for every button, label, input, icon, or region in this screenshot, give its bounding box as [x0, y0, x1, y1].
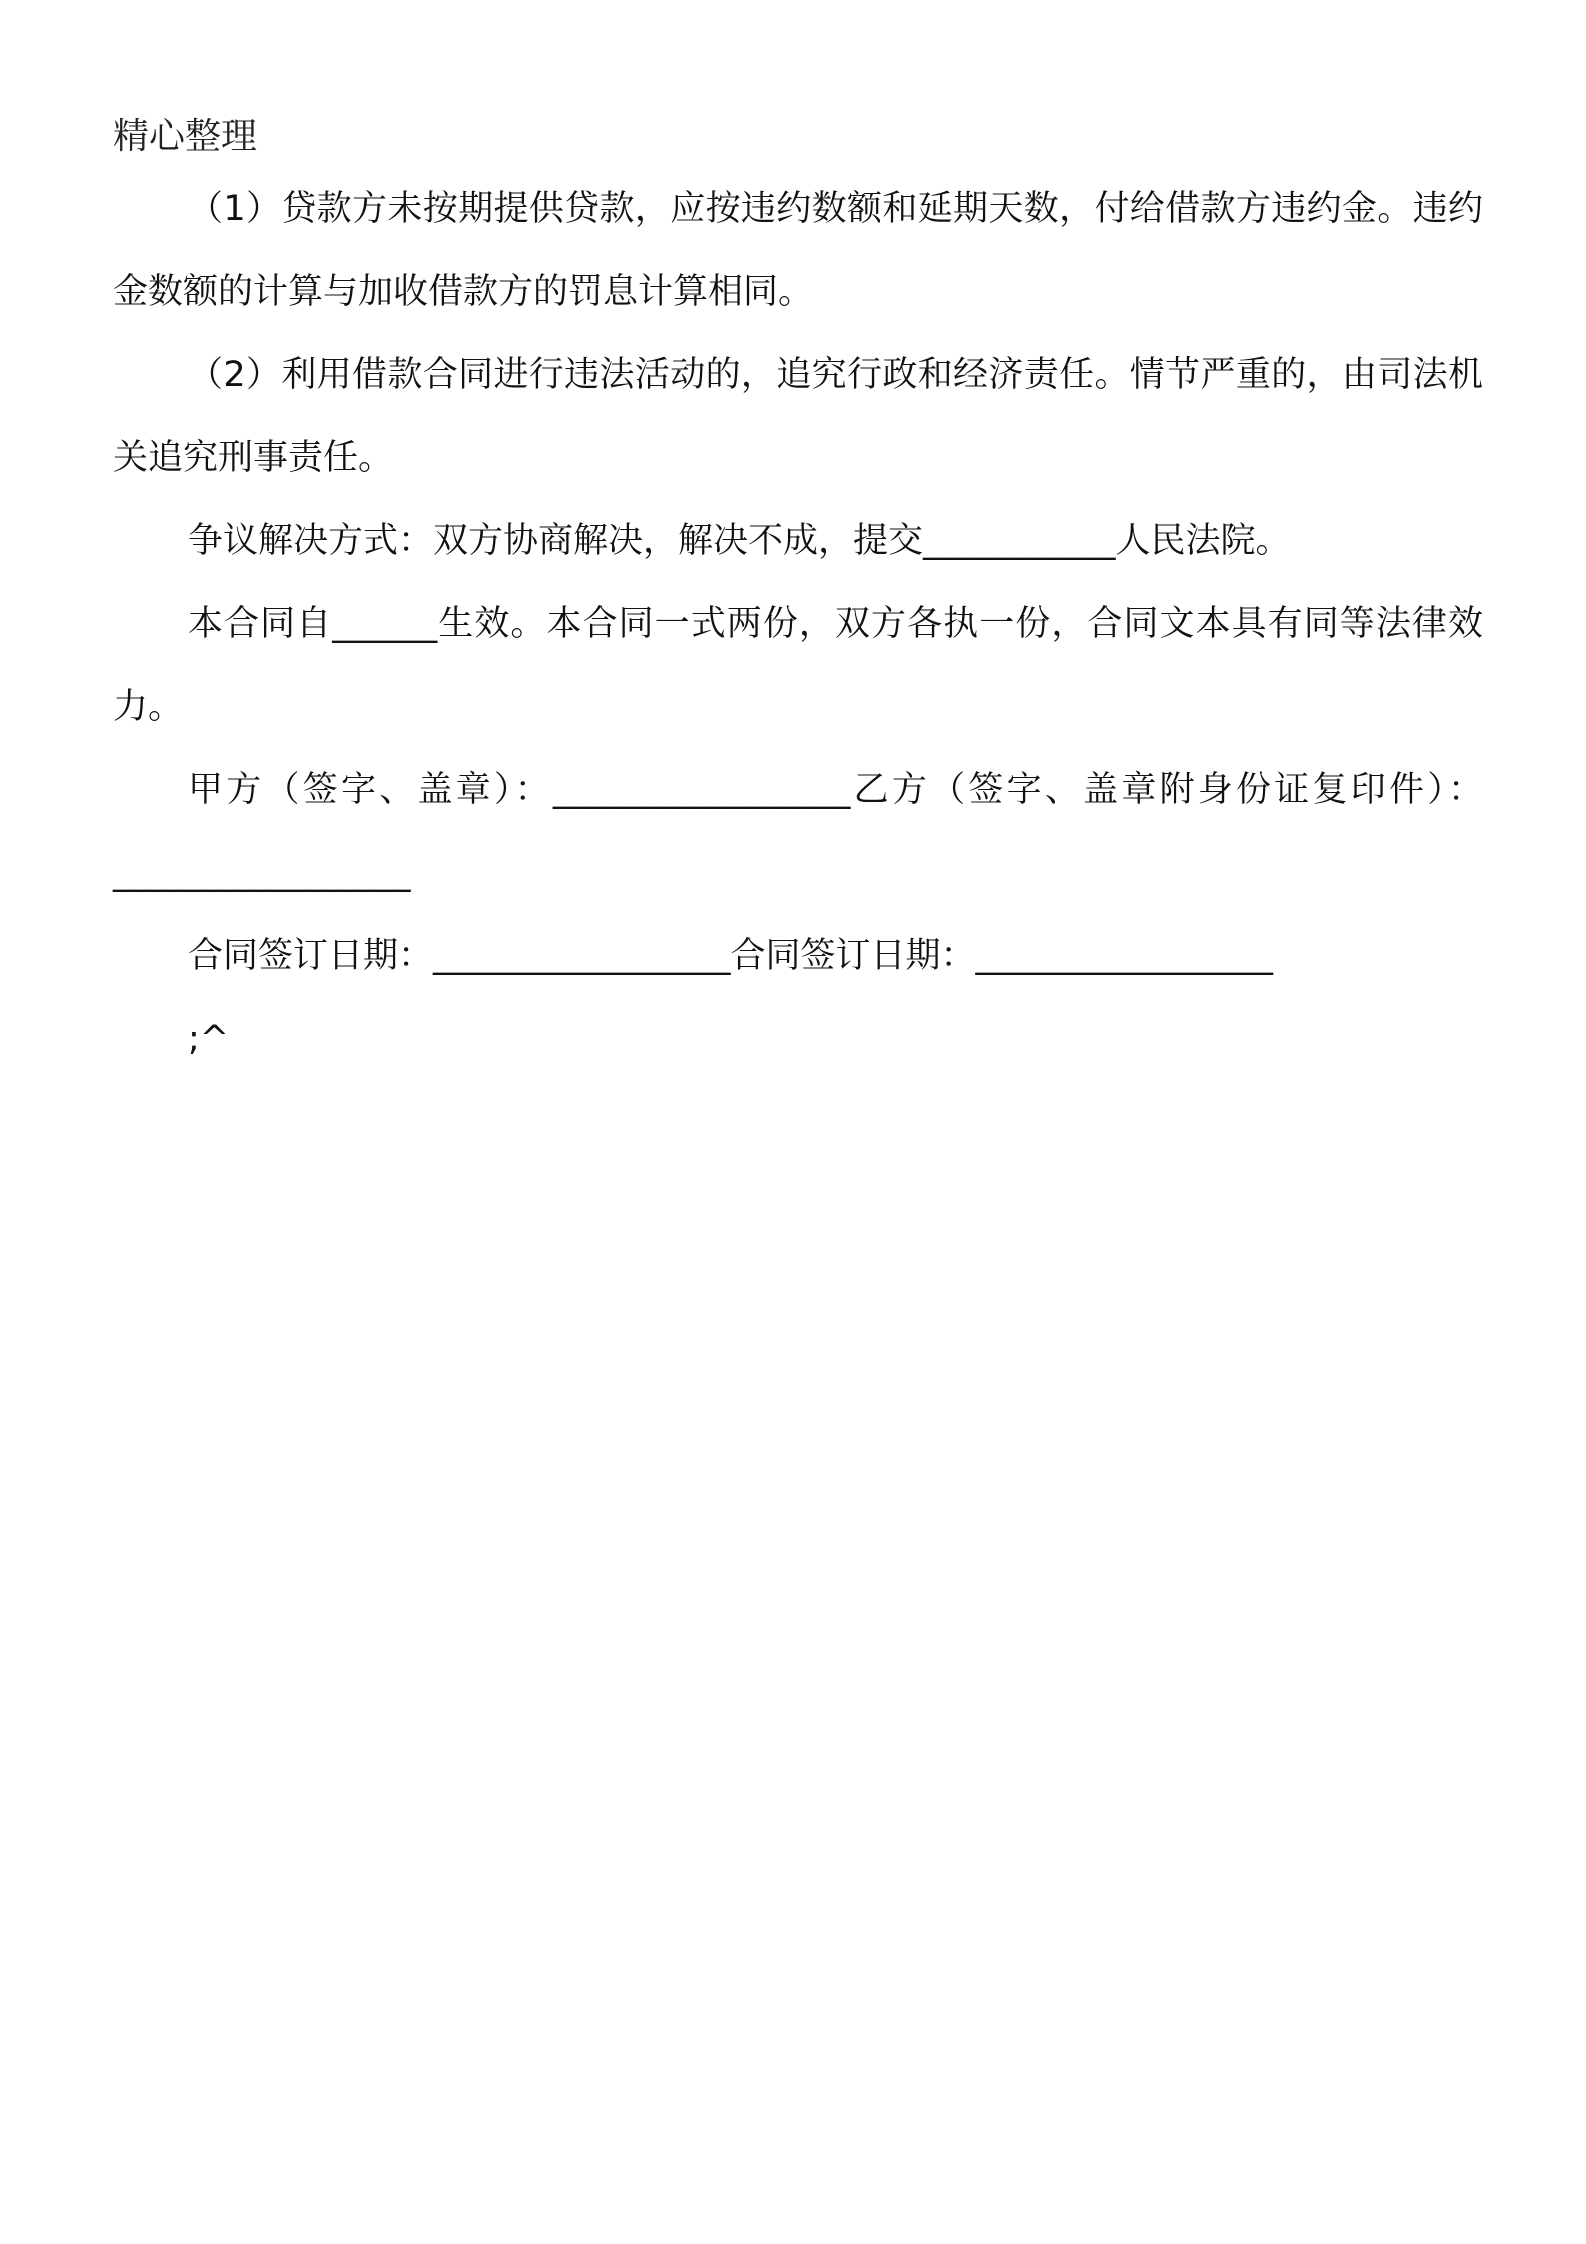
trailing-mark: ;^: [188, 1019, 230, 1059]
dispute-resolution: 争议解决方式：双方协商解决，解决不成，提交___________人民法院。: [188, 521, 1291, 561]
signature-parties: 甲方（签字、盖章）：_________________乙方（签字、盖章附身份证复印件）：_________________: [113, 770, 1483, 893]
effective-clause: 本合同自______生效。本合同一式两份，双方各执一份，合同文本具有同等法律效力。: [113, 604, 1483, 727]
signing-dates: 合同签订日期：_________________合同签订日期：_________________: [188, 936, 1274, 976]
clause-lender-default: （1）贷款方未按期提供贷款，应按违约数额和延期天数，付给借款方违约金。违约金数额的计算与加收借款方的罚息计算相同。: [113, 189, 1483, 312]
page-header: 精心整理: [113, 116, 258, 157]
clause-illegal-activity: （2）利用借款合同进行违法活动的，追究行政和经济责任。情节严重的，由司法机关追究刑事责任。: [113, 355, 1483, 478]
contract-body: [113, 168, 1483, 1081]
